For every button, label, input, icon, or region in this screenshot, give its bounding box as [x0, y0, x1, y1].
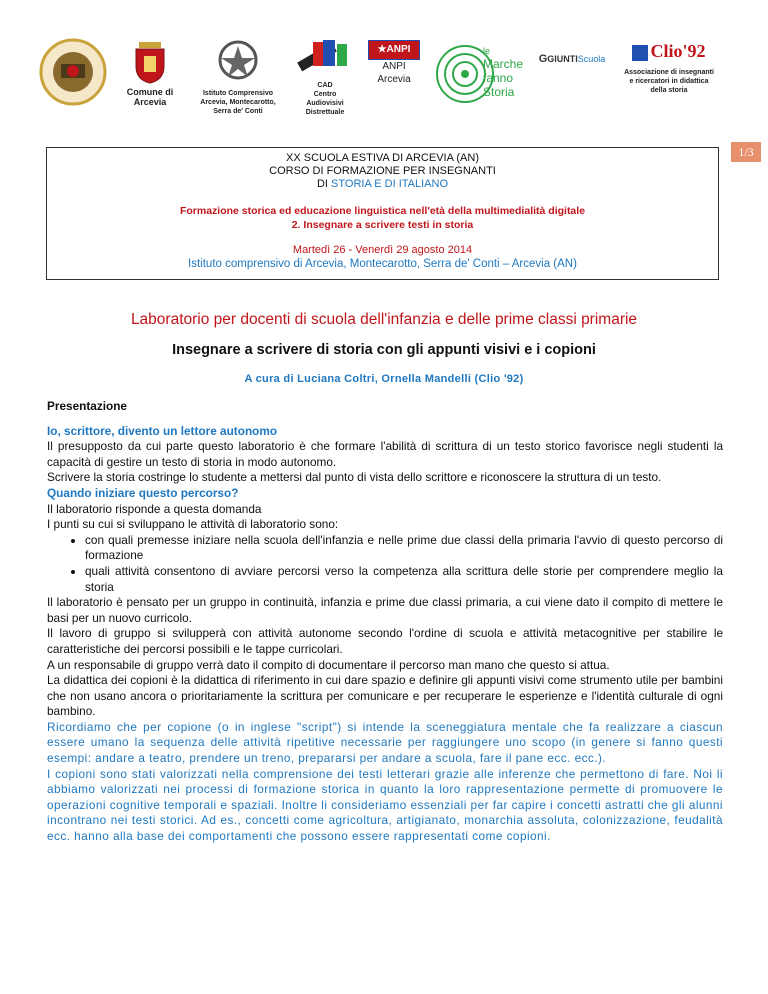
header-theme1: Formazione storica ed educazione linguistica nell'età della multimedialità digitale	[179, 205, 586, 217]
anpi-label: ANPI Arcevia	[377, 61, 411, 85]
clio92-logo	[622, 40, 716, 95]
header-line1: XX SCUOLA ESTIVA DI ARCEVIA (AN)	[286, 152, 479, 164]
spiral-icon	[433, 38, 523, 108]
svg-text:le: le	[483, 46, 491, 56]
paragraph: Scrivere la storia costringe lo studente a mettersi dal punto di vista dello scrittore e riconoscere la struttura di un testo.	[47, 470, 662, 485]
clio92-wordmark: Clio'92	[622, 40, 716, 62]
header-theme2: 2. Insegnare a scrivere testi in storia	[291, 219, 474, 231]
anpi-badge: ★ANPI	[368, 40, 420, 60]
bullet-list	[47, 533, 723, 595]
giunti-g-icon: G	[538, 53, 548, 65]
header-line3: DI STORIA E DI ITALIANO	[316, 178, 449, 190]
section-heading-presentazione: Presentazione	[47, 399, 127, 413]
cad-logo	[290, 38, 360, 117]
coat-of-arms-icon	[133, 42, 167, 84]
svg-text:fanno: fanno	[483, 71, 514, 85]
logo-strip	[0, 30, 768, 130]
header-line2: CORSO DI FORMAZIONE PER INSEGNANTI	[269, 165, 496, 177]
comune-label: Comune di Arcevia	[126, 87, 174, 107]
seal-icon	[37, 38, 109, 106]
paragraph-copione-definition: Ricordiamo che per copione (o in inglese "script") si intende la sceneggiatura mentale che fa realizzare a ciascun essere umano la sequenza delle attività ripetitive necessarie per raggiungere uno scopo (in genere si fanno questi esempi: andare a teatro, prendere un treno, prepararsi per andare a scuola, fare il pane ecc. ecc.).	[47, 719, 723, 766]
lab-byline: A cura di Luciana Coltri, Ornella Mandelli (Clio '92)	[244, 373, 524, 385]
paragraph: Il laboratorio è pensato per un gruppo in continuità, infanzia e prime due classi primaria, a cui viene dato il compito di mettere le basi per un nuovo curricolo.	[47, 595, 723, 625]
page-number-tab: 1/3	[731, 142, 761, 162]
film-strip-icon	[293, 38, 357, 78]
paragraph: Il laboratorio risponde a questa domanda	[47, 501, 262, 516]
cad-label: CAD Centro Audiovisivi Distrettuale	[305, 82, 345, 116]
heading-quando-iniziare: Quando iniziare questo percorso?	[47, 485, 239, 500]
anpi-logo	[368, 40, 420, 86]
giunti-scuola-logo: GGIUNTIScuola	[538, 53, 606, 65]
comune-arcevia-logo	[120, 42, 180, 107]
paragraph: Il presupposto da cui parte questo laboratorio è che formare l'abilità di scrittura di un testo storico favorisce negli studenti la capacità di gestire un testo di storia in modo autonomo.	[47, 439, 723, 469]
marche-fanno-storia-logo	[432, 38, 524, 111]
istituto-comprensivo-logo	[196, 38, 280, 116]
header-venue: Istituto comprensivo di Arcevia, Montecarotto, Serra de' Conti – Arcevia (AN)	[188, 258, 577, 270]
paragraph-copioni-valorizzati: I copioni sono stati valorizzati nella comprensione dei testi letterari grazie alle inferenze che permettono di fare. Noi li abbiamo valorizzati nei processi di formazione storica in quanto la loro rappresentazione permette di promuovere le operazioni cognitive temporali e spaziali. Inoltre li consideriamo essenziali per far capire i concetti astratti che gli alunni incontrano nei testi storici. Ad es., concetti come agricoltura, artigianato, monarchia assoluta, colonizzazione, feudalità ecc. hanno alla base dei comportamenti che possono essere rappresentati come copioni.	[47, 766, 723, 844]
svg-text:Marche: Marche	[483, 57, 523, 71]
paragraph: A un responsabile di gruppo verrà dato il compito di documentare il percorso man mano che questo si attua.	[47, 657, 610, 672]
republic-emblem-icon	[213, 38, 263, 86]
lab-subtitle: Insegnare a scrivere di storia con gli appunti visivi e i copioni	[172, 342, 596, 358]
lab-title: Laboratorio per docenti di scuola dell'infanzia e delle prime classi primarie	[130, 311, 638, 328]
list-item: • quali attività consentono di avviare percorsi verso la competenza alla scrittura delle storie per comprendere meglio la storia	[85, 564, 723, 595]
document-body	[47, 399, 723, 845]
paragraph: I punti su cui si sviluppano le attività di laboratorio sono:	[47, 517, 339, 532]
clio92-label: Associazione di insegnanti e ricercatori in didattica della storia	[624, 69, 714, 94]
svg-text:Storia: Storia	[483, 85, 515, 99]
heading-lettore-autonomo: Io, scrittore, divento un lettore autonomo	[47, 423, 278, 438]
arcevia-seal-logo	[36, 38, 110, 109]
paragraph: Il lavoro di gruppo si svilupperà con attività autonome secondo l'ordine di scuola e attività metacognitive per stabilire le caratteristiche dei percorsi possibili e le tappe curricolari.	[47, 626, 723, 656]
istituto-label: Istituto Comprensivo Arcevia, Montecarotto, Serra de' Conti	[200, 90, 276, 115]
list-item: • con quali premesse iniziare nella scuola dell'infanzia e nelle prime due classi della primaria l'avvio di questo percorso di formazione	[85, 533, 723, 564]
paragraph: La didattica dei copioni è la didattica di riferimento in cui dare spazio e definire gli appunti visivi come strumento utile per bambini che non usano ancora o prioritariamente la scrittura per comunicare e per recuperare le esperienze e l'identità culturale di ogni bambino.	[47, 673, 723, 719]
course-header-box	[46, 147, 719, 280]
header-dates: Martedì 26 - Venerdì 29 agosto 2014	[292, 244, 473, 256]
